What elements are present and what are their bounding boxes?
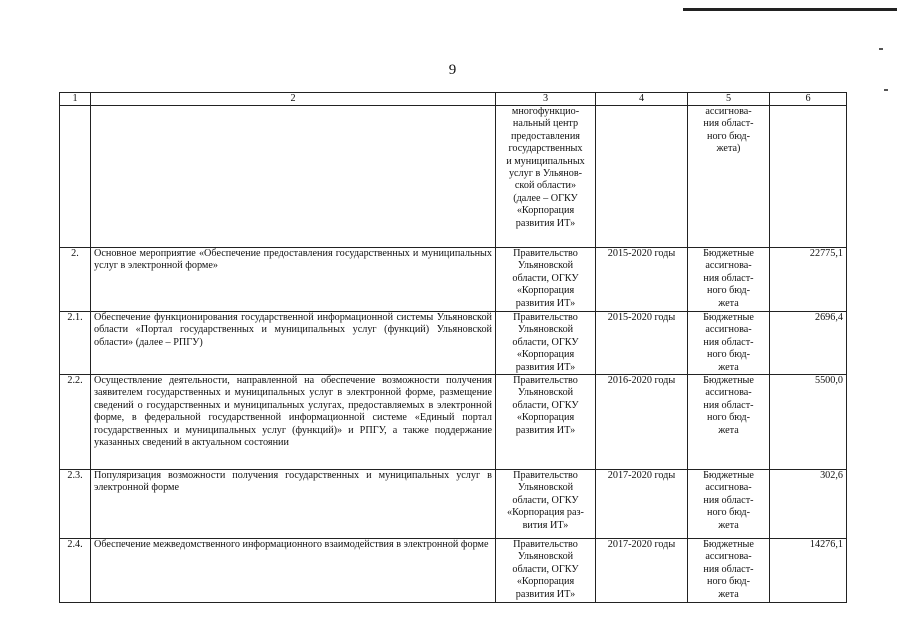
col-header: 4: [596, 93, 688, 106]
cell-line: Бюджетные: [703, 375, 754, 387]
row-number: 2.1.: [60, 312, 91, 375]
cell-line: нальный центр: [512, 118, 579, 130]
cell-line: Бюджетные: [703, 312, 754, 323]
activity-name: Осуществление деятельности, направленной на обеспечение возможности получения заявителем государственных и муниципальных услуг в электронной форме, размещение сведений о государственных и муниципальных услугах, предоставляемых в электронной форме, в федеральной государственной информационной системе «Единый портал государственных и муниципальных услуг (функций)» и РПГУ, а также поддержание указанных сведений в актуальном состоянии: [91, 375, 496, 470]
activity-name: Основное мероприятие «Обеспечение предоставления государственных и муниципальных услуг в электронной форме»: [91, 248, 496, 312]
cell-line: Бюджетные: [703, 470, 754, 482]
period: 2016-2020 годы: [596, 375, 688, 470]
cell-line: жета: [718, 588, 739, 600]
col-header: 6: [770, 93, 847, 106]
cell-line: «Корпорация: [516, 285, 575, 297]
cell-line: ассигнова-: [705, 324, 752, 336]
cell-line: ния област-: [703, 118, 754, 130]
cell-line: ассигнова-: [705, 260, 752, 272]
executor: [496, 248, 596, 312]
cell-line: «Корпорация: [516, 412, 575, 424]
cell-line: ния област-: [703, 336, 754, 348]
row-number: 2.3.: [60, 470, 91, 539]
cell-line: Ульяновской: [517, 387, 574, 399]
funding-source: [688, 470, 770, 539]
program-table: [59, 92, 847, 603]
funding-source: [688, 106, 770, 248]
page-number: 9: [448, 62, 457, 78]
executor: [496, 312, 596, 375]
table-row: [60, 539, 847, 603]
cell-line: «Корпорация раз-: [507, 507, 584, 519]
table-row: [60, 248, 847, 312]
cell-line: ния област-: [703, 494, 754, 506]
row-number: [60, 106, 91, 248]
cell-line: Ульяновской: [517, 551, 574, 563]
top-rule: [683, 8, 897, 11]
cell-line: Ульяновской: [517, 260, 574, 272]
funding-source: [688, 539, 770, 603]
cell-line: Правительство: [513, 470, 578, 482]
cell-line: жета: [718, 297, 739, 309]
executor: [496, 375, 596, 470]
scan-speck: [884, 89, 888, 91]
cell-line: области, ОГКУ: [512, 563, 579, 575]
cell-line: ного бюд-: [707, 412, 750, 424]
period: 2017-2020 годы: [596, 470, 688, 539]
cell-line: ской области»: [514, 180, 577, 192]
cell-line: развития ИТ»: [515, 361, 576, 373]
executor: [496, 539, 596, 603]
cell-line: «Корпорация: [516, 576, 575, 588]
scan-speck: [879, 48, 883, 50]
cell-line: ассигнова-: [705, 387, 752, 399]
row-number: 2.2.: [60, 375, 91, 470]
cell-line: Правительство: [513, 375, 578, 387]
funding-source: [688, 375, 770, 470]
activity-name: [91, 106, 496, 248]
cell-line: Бюджетные: [703, 539, 754, 551]
cell-line: развития ИТ»: [515, 424, 576, 436]
cell-line: услуг в Ульянов-: [508, 168, 583, 180]
row-number: 2.: [60, 248, 91, 312]
amount: 14276,1: [770, 539, 847, 603]
cell-line: области, ОГКУ: [512, 272, 579, 284]
cell-line: области, ОГКУ: [512, 336, 579, 348]
cell-line: предоставления: [511, 130, 580, 142]
funding-source: [688, 248, 770, 312]
cell-line: Правительство: [513, 539, 578, 551]
header-row: [60, 93, 847, 106]
cell-line: многофункцио-: [511, 106, 580, 117]
cell-line: (далее – ОГКУ: [513, 192, 578, 204]
executor: [496, 106, 596, 248]
cell-line: ассигнова-: [705, 106, 752, 117]
col-header: 2: [91, 93, 496, 106]
amount: 2696,4: [770, 312, 847, 375]
cell-line: государственных: [508, 143, 583, 155]
cell-line: Ульяновской: [517, 324, 574, 336]
activity-name: Популяризация возможности получения государственных и муниципальных услуг в электронной форме: [91, 470, 496, 539]
cell-line: Ульяновской: [517, 482, 574, 494]
cell-line: ного бюд-: [707, 285, 750, 297]
cell-line: «Корпорация: [516, 205, 575, 217]
executor: [496, 470, 596, 539]
cell-line: Правительство: [513, 312, 578, 323]
cell-line: ния област-: [703, 399, 754, 411]
activity-name: Обеспечение межведомственного информационного взаимодействия в электронной форме: [91, 539, 496, 603]
cell-line: Бюджетные: [703, 248, 754, 259]
period: 2015-2020 годы: [596, 312, 688, 375]
table-row: [60, 375, 847, 470]
funding-source: [688, 312, 770, 375]
cell-line: ассигнова-: [705, 482, 752, 494]
table-body: [60, 106, 847, 603]
cell-line: жета: [718, 361, 739, 373]
cell-line: вития ИТ»: [522, 519, 569, 531]
period: 2015-2020 годы: [596, 248, 688, 312]
cell-line: ния област-: [703, 272, 754, 284]
cell-line: «Корпорация: [516, 349, 575, 361]
col-header: 1: [60, 93, 91, 106]
amount: 22775,1: [770, 248, 847, 312]
period: 2017-2020 годы: [596, 539, 688, 603]
amount: [770, 106, 847, 248]
cell-line: Правительство: [513, 248, 578, 259]
cell-line: ния област-: [703, 563, 754, 575]
activity-name: Обеспечение функционирования государственной информационной системы Ульяновской области «Портал государственных и муниципальных услуг (функций) Ульяновской области» (далее – РПГУ): [91, 312, 496, 375]
cell-line: ного бюд-: [707, 130, 750, 142]
table-row: [60, 106, 847, 248]
cell-line: развития ИТ»: [515, 588, 576, 600]
table-row: [60, 312, 847, 375]
period: [596, 106, 688, 248]
cell-line: области, ОГКУ: [512, 399, 579, 411]
cell-line: ного бюд-: [707, 349, 750, 361]
amount: 5500,0: [770, 375, 847, 470]
cell-line: развития ИТ»: [515, 297, 576, 309]
cell-line: и муниципальных: [506, 155, 585, 167]
cell-line: ассигнова-: [705, 551, 752, 563]
cell-line: жета): [716, 143, 741, 155]
table-row: [60, 470, 847, 539]
col-header: 5: [688, 93, 770, 106]
col-header: 3: [496, 93, 596, 106]
cell-line: ного бюд-: [707, 576, 750, 588]
cell-line: жета: [718, 424, 739, 436]
amount: 302,6: [770, 470, 847, 539]
row-number: 2.4.: [60, 539, 91, 603]
cell-line: развития ИТ»: [515, 217, 576, 229]
cell-line: области, ОГКУ: [512, 494, 579, 506]
cell-line: ного бюд-: [707, 507, 750, 519]
cell-line: жета: [718, 519, 739, 531]
